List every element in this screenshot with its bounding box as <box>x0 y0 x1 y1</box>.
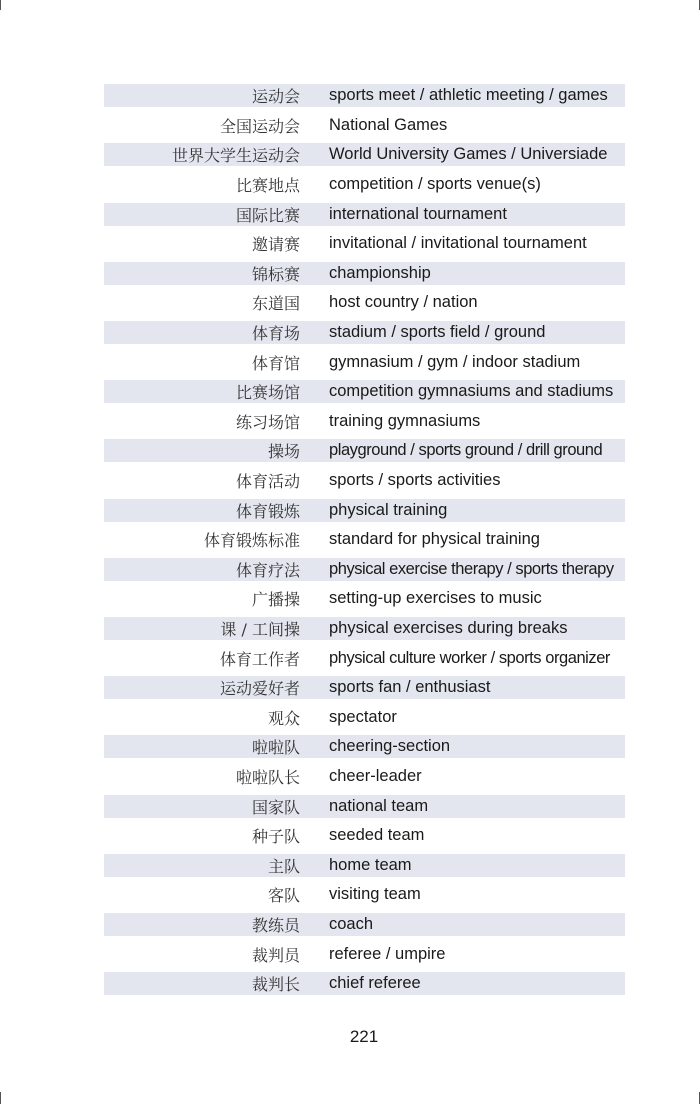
glossary-row <box>104 702 625 732</box>
crop-mark-bottom-left <box>0 1092 1 1104</box>
glossary-row <box>104 229 625 259</box>
english-translation: coach <box>329 914 374 933</box>
chinese-term: 裁判员 <box>251 945 300 965</box>
english-translation: stadium / sports field / ground <box>329 323 546 342</box>
english-translation: physical exercises during breaks <box>329 618 568 637</box>
chinese-term: 体育锻炼 <box>235 501 300 521</box>
english-translation: chief referee <box>329 974 421 993</box>
english-translation: competition gymnasiums and stadiums <box>329 382 614 401</box>
chinese-term: 体育馆 <box>251 353 300 373</box>
chinese-term: 国际比赛 <box>235 205 300 225</box>
chinese-term: 运动会 <box>251 87 300 107</box>
glossary-row <box>104 170 625 200</box>
chinese-term: 课 / 工间操 <box>220 619 300 639</box>
glossary-row <box>104 821 625 851</box>
english-translation: sports / sports activities <box>329 471 501 490</box>
english-translation: invitational / invitational tournament <box>329 234 587 253</box>
glossary-row <box>104 617 625 640</box>
glossary-row <box>104 795 625 818</box>
glossary-row <box>104 854 625 877</box>
glossary-row <box>104 262 625 285</box>
glossary-row <box>104 735 625 758</box>
chinese-term: 邀请赛 <box>251 235 300 255</box>
glossary-row <box>104 913 625 936</box>
chinese-term: 主队 <box>267 856 300 876</box>
glossary-row <box>104 84 625 107</box>
glossary-row <box>104 939 625 969</box>
chinese-term: 广播操 <box>251 590 300 610</box>
chinese-term: 比赛地点 <box>235 176 300 196</box>
english-translation: seeded team <box>329 826 425 845</box>
english-translation: training gymnasiums <box>329 411 481 430</box>
glossary-row <box>104 525 625 555</box>
chinese-term: 比赛场馆 <box>235 383 300 403</box>
chinese-term: 东道国 <box>251 294 300 314</box>
glossary-row <box>104 321 625 344</box>
chinese-term: 锦标赛 <box>251 264 300 284</box>
glossary-row <box>104 762 625 792</box>
glossary-row <box>104 584 625 614</box>
english-translation: gymnasium / gym / indoor stadium <box>329 352 581 371</box>
chinese-term: 客队 <box>267 886 300 906</box>
glossary-row <box>104 288 625 318</box>
english-translation: standard for physical training <box>329 530 540 549</box>
english-translation: sports meet / athletic meeting / games <box>329 86 608 105</box>
chinese-term: 裁判长 <box>251 975 300 995</box>
english-translation: referee / umpire <box>329 944 446 963</box>
chinese-term: 国家队 <box>251 797 300 817</box>
chinese-term: 运动爱好者 <box>219 679 300 699</box>
chinese-term: 体育疗法 <box>235 560 300 580</box>
chinese-term: 观众 <box>267 708 300 728</box>
chinese-term: 啦啦队 <box>251 738 300 758</box>
chinese-term: 体育工作者 <box>219 649 300 669</box>
crop-mark-top-left <box>0 0 1 10</box>
glossary-row <box>104 676 625 699</box>
chinese-term: 全国运动会 <box>219 116 300 136</box>
english-translation: international tournament <box>329 204 507 223</box>
glossary-row <box>104 499 625 522</box>
chinese-term: 体育锻炼标准 <box>203 531 300 551</box>
glossary-row <box>104 972 625 995</box>
chinese-term: 教练员 <box>251 915 300 935</box>
chinese-term: 体育活动 <box>235 472 300 492</box>
glossary-table <box>104 81 625 998</box>
english-translation: physical culture worker / sports organizer <box>329 648 610 667</box>
chinese-term: 啦啦队长 <box>235 767 300 787</box>
english-translation: National Games <box>329 115 448 134</box>
chinese-term: 练习场馆 <box>235 412 300 432</box>
glossary-row <box>104 466 625 496</box>
glossary-row <box>104 380 625 403</box>
glossary-row <box>104 643 625 673</box>
glossary-row <box>104 143 625 166</box>
chinese-term: 世界大学生运动会 <box>171 146 300 166</box>
glossary-row <box>104 558 625 581</box>
english-translation: sports fan / enthusiast <box>329 678 491 697</box>
english-translation: championship <box>329 263 431 282</box>
english-translation: setting-up exercises to music <box>329 589 542 608</box>
chinese-term: 种子队 <box>251 827 300 847</box>
glossary-row <box>104 407 625 437</box>
glossary-row <box>104 111 625 141</box>
english-translation: competition / sports venue(s) <box>329 175 541 194</box>
chinese-term: 操场 <box>267 442 300 462</box>
chinese-term: 体育场 <box>251 324 300 344</box>
page-number: 221 <box>349 1027 379 1046</box>
english-translation: physical training <box>329 500 448 519</box>
english-translation: spectator <box>329 707 397 726</box>
glossary-row <box>104 439 625 462</box>
glossary-row <box>104 203 625 226</box>
english-translation: home team <box>329 855 412 874</box>
glossary-row <box>104 880 625 910</box>
english-translation: national team <box>329 796 429 815</box>
english-translation: cheering-section <box>329 737 451 756</box>
english-translation: physical exercise therapy / sports therapy <box>329 559 614 578</box>
english-translation: playground / sports ground / drill ground <box>329 441 603 460</box>
english-translation: visiting team <box>329 885 421 904</box>
glossary-row <box>104 347 625 377</box>
english-translation: cheer-leader <box>329 766 422 785</box>
english-translation: host country / nation <box>329 293 478 312</box>
english-translation: World University Games / Universiade <box>329 145 608 164</box>
